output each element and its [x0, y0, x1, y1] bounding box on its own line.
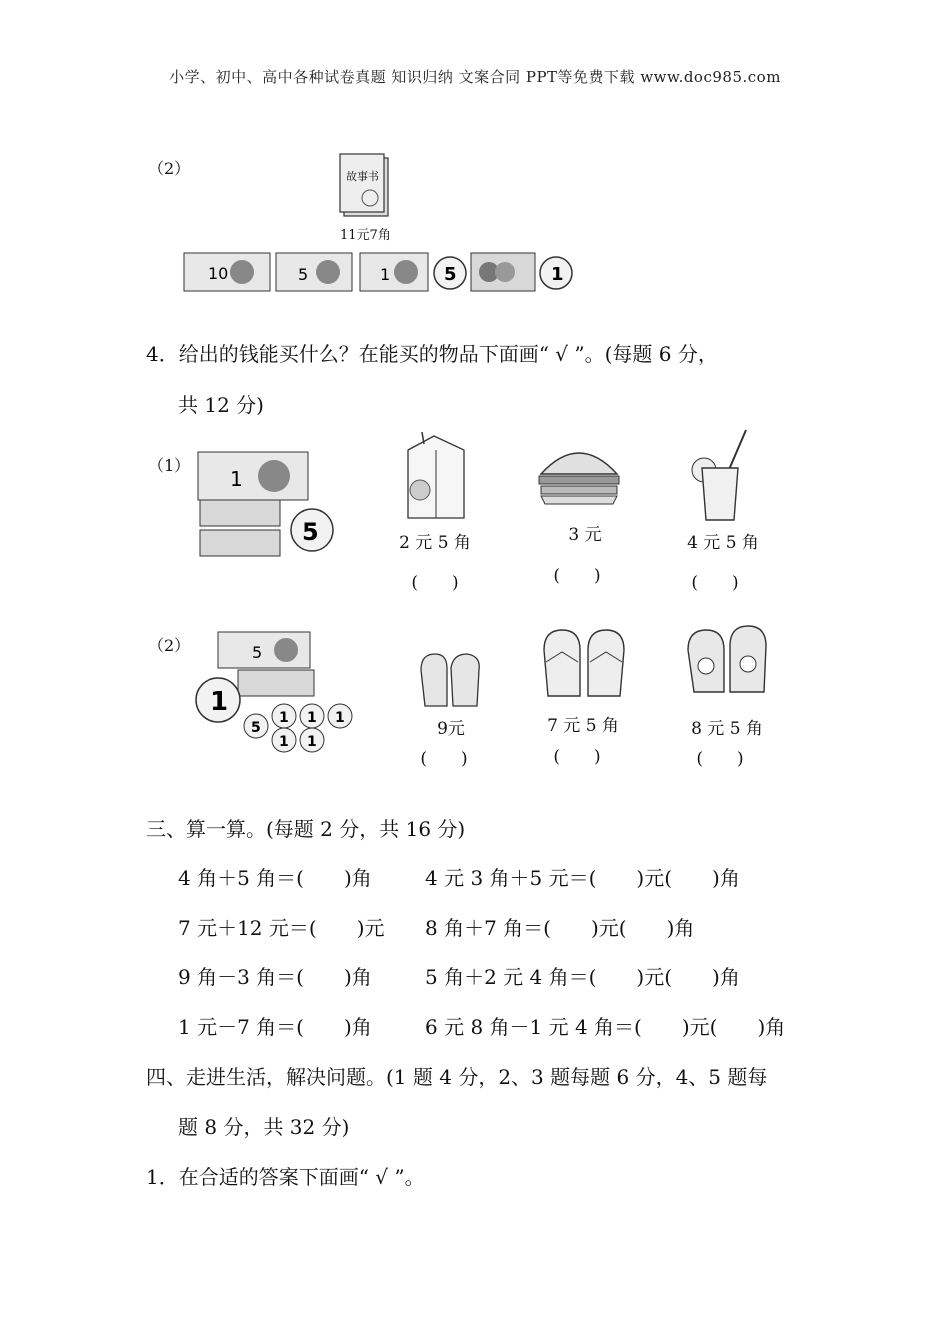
storybook-image: [340, 152, 396, 222]
section4-title-line2: 题 8 分，共 32 分): [178, 1115, 350, 1139]
calc-7[interactable]: 1 元－7 角＝( )角: [178, 1015, 372, 1039]
svg-text:1: 1: [279, 710, 289, 726]
hamburger-image: [537, 440, 621, 506]
svg-text:1: 1: [210, 687, 229, 717]
coin-5-jiao: [433, 256, 469, 292]
svg-text:5: 5: [252, 643, 263, 662]
q4-sub1-number: （1）: [148, 456, 191, 475]
calc-3[interactable]: 7 元＋12 元＝( )元: [178, 916, 385, 940]
book-price: 11元7角: [340, 228, 391, 243]
answer-blank-2[interactable]: ( ): [553, 566, 601, 586]
book-title: 故事书: [346, 170, 379, 183]
item-price-4: 9元: [437, 719, 465, 739]
q4-sub2-number: （2）: [148, 636, 191, 655]
mitten-3-image: [686, 624, 770, 694]
answer-blank-6[interactable]: ( ): [696, 749, 744, 769]
section3-title: 三、算一算。(每题 2 分，共 16 分): [146, 817, 466, 841]
svg-text:10: 10: [208, 264, 229, 283]
item-price-6: 8 元 5 角: [691, 719, 763, 739]
q4-line2: 共 12 分): [178, 393, 264, 417]
svg-text:1: 1: [335, 710, 345, 726]
juice-glass-image: [688, 428, 754, 522]
svg-text:1: 1: [307, 734, 317, 750]
answer-blank-5[interactable]: ( ): [553, 747, 601, 767]
calc-2[interactable]: 4 元 3 角＋5 元＝( )元( )角: [425, 866, 740, 890]
item-price-1: 2 元 5 角: [399, 533, 471, 553]
q4-line1: 4．给出的钱能买什么？在能买的物品下面画“ √ ”。(每题 6 分，: [146, 342, 718, 366]
item-price-3: 4 元 5 角: [687, 533, 759, 553]
svg-text:1: 1: [230, 467, 243, 491]
mitten-2-image: [542, 628, 628, 698]
banknote-10: [184, 253, 272, 293]
answer-blank-1[interactable]: ( ): [411, 573, 459, 593]
page-header: 小学、初中、高中各种试卷真题 知识归纳 文案合同 PPT等免费下载 www.doc985.com: [169, 68, 781, 86]
calc-1[interactable]: 4 角＋5 角＝( )角: [178, 866, 372, 890]
svg-text:5: 5: [302, 518, 319, 546]
milk-carton-image: [402, 430, 468, 522]
section4-title-line1: 四、走进生活，解决问题。(1 题 4 分，2、3 题每题 6 分，4、5 题每: [146, 1065, 768, 1089]
svg-text:1: 1: [307, 710, 317, 726]
part-number: （2）: [148, 159, 191, 178]
mitten-1-image: [417, 650, 485, 708]
svg-text:5: 5: [298, 265, 309, 284]
calc-6[interactable]: 5 角＋2 元 4 角＝( )元( )角: [425, 965, 740, 989]
svg-text:1: 1: [279, 734, 289, 750]
banknote-jiao: [471, 253, 537, 293]
section4-q1: 1．在合适的答案下面画“ √ ”。: [146, 1165, 425, 1189]
svg-text:1: 1: [551, 264, 564, 285]
banknote-5: [276, 253, 354, 293]
banknote-1: [360, 253, 430, 293]
svg-text:5: 5: [444, 264, 457, 285]
calc-8[interactable]: 6 元 8 角－1 元 4 角＝( )元( )角: [425, 1015, 786, 1039]
svg-text:1: 1: [380, 265, 391, 284]
q4-sub1-money: [196, 450, 340, 566]
item-price-2: 3 元: [568, 525, 602, 545]
calc-4[interactable]: 8 角＋7 角＝( )元( )角: [425, 916, 695, 940]
calc-5[interactable]: 9 角－3 角＝( )角: [178, 965, 372, 989]
answer-blank-3[interactable]: ( ): [691, 573, 739, 593]
coin-1-yuan: [539, 256, 575, 292]
item-price-5: 7 元 5 角: [547, 716, 619, 736]
answer-blank-4[interactable]: ( ): [420, 749, 468, 769]
svg-text:5: 5: [251, 720, 261, 736]
q4-sub2-money: [194, 630, 360, 748]
